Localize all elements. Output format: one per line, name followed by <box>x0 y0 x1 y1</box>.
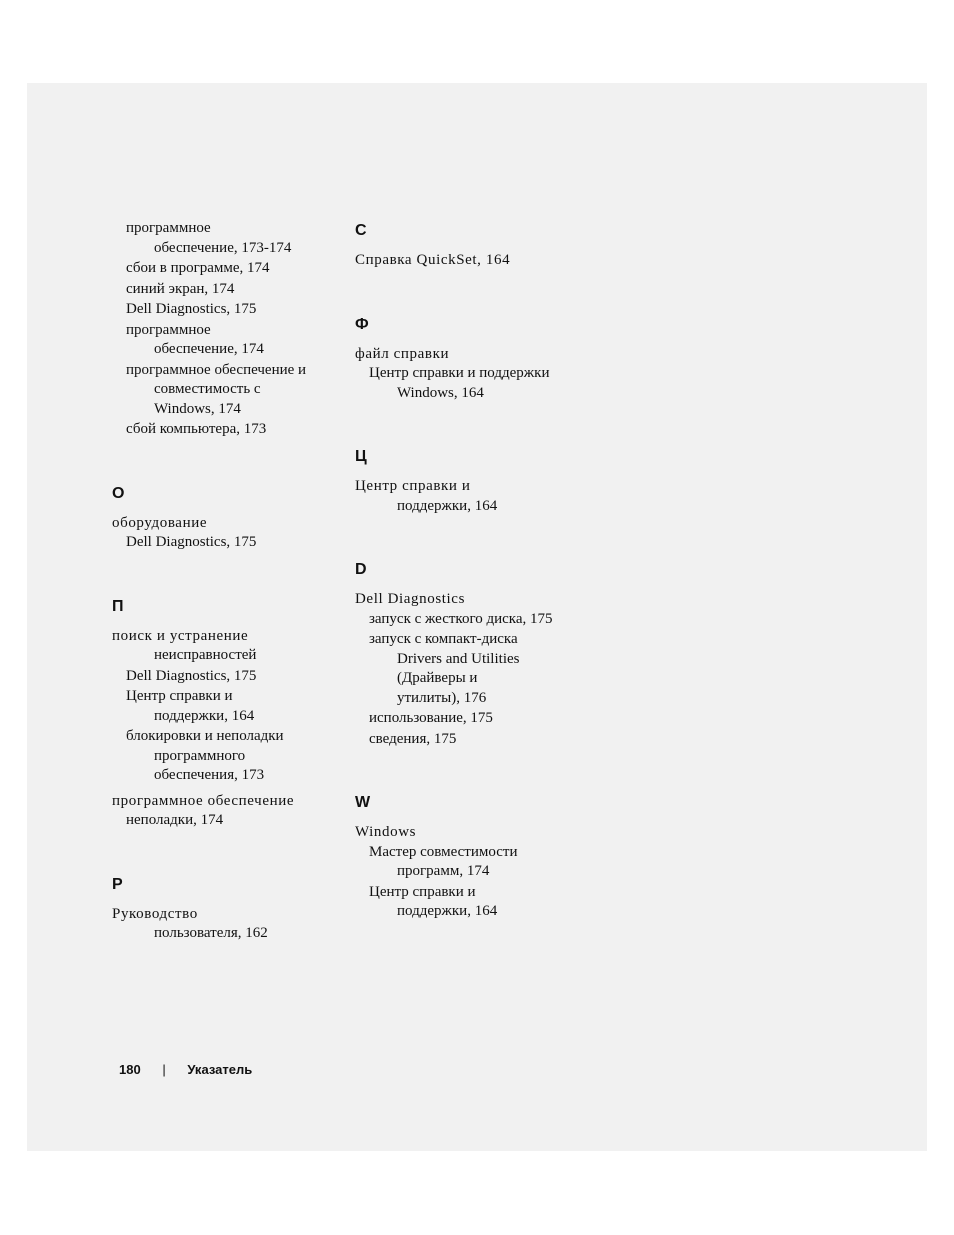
index-sub-entry: Центр справки и <box>369 883 476 900</box>
index-sub-entry: (Драйверы и <box>397 670 478 686</box>
index-main-entry: поиск и устранение <box>112 627 249 644</box>
index-sub-entry: совместимость с <box>154 381 261 397</box>
index-main-entry: Dell Diagnostics <box>355 591 466 607</box>
index-sub-entry: неполадки, 174 <box>126 812 224 828</box>
index-main-entry: Центр справки и <box>355 478 471 494</box>
page-number: 180 <box>119 1062 141 1077</box>
index-sub-entry: Windows, 164 <box>397 384 484 401</box>
index-sub-entry: Мастер совместимости <box>369 843 518 860</box>
index-sub-entry: поддержки, 164 <box>397 903 498 919</box>
page-footer <box>119 1062 252 1078</box>
index-sub-entry: программного <box>154 747 246 764</box>
index-letter-heading: W <box>355 794 371 811</box>
index-sub-entry: программное обеспечение и <box>126 361 307 378</box>
index-main-entry: Руководство <box>112 905 198 922</box>
index-sub-entry: программное <box>126 321 211 338</box>
index-letter-heading: Ц <box>355 448 367 465</box>
index-sub-entry: программ, 174 <box>397 863 490 879</box>
index-sub-entry: обеспечение, 174 <box>154 341 264 357</box>
index-sub-entry: использование, 175 <box>369 710 493 726</box>
index-main-entry: Справка QuickSet, 164 <box>355 252 511 268</box>
footer-section-title: Указатель <box>187 1062 253 1077</box>
index-main-entry: файл справки <box>355 345 450 362</box>
index-sub-entry: утилиты), 176 <box>397 689 487 706</box>
index-sub-entry: сведения, 175 <box>369 730 457 747</box>
index-sub-entry: программное <box>126 220 211 236</box>
index-sub-entry: поддержки, 164 <box>397 497 498 514</box>
index-letter-heading: Ф <box>355 315 369 333</box>
index-main-entry: программное обеспечение <box>112 792 295 809</box>
index-sub-entry: блокировки и неполадки <box>126 728 284 744</box>
index-sub-entry: запуск с компакт-диска <box>369 631 518 647</box>
index-letter-heading: D <box>355 561 367 578</box>
index-main-entry: оборудование <box>112 514 208 531</box>
index-letter-heading: П <box>112 597 124 615</box>
index-sub-entry: пользователя, 162 <box>154 925 268 941</box>
index-sub-entry: Центр справки и поддержки <box>369 365 550 381</box>
index-sub-entry: неисправностей <box>154 647 257 663</box>
index-column-left <box>112 219 342 944</box>
index-sub-entry: запуск с жесткого диска, 175 <box>369 610 553 627</box>
index-sub-entry: Центр справки и <box>126 688 233 704</box>
index-column-right <box>355 219 585 922</box>
index-sub-entry: Windows, 174 <box>154 400 241 417</box>
index-sub-entry: Drivers and Utilities <box>397 650 520 667</box>
index-sub-entry: обеспечения, 173 <box>154 767 265 783</box>
index-sub-entry: поддержки, 164 <box>154 707 255 724</box>
index-sub-entry: обеспечение, 173-174 <box>154 239 292 256</box>
footer-separator: | <box>162 1062 166 1077</box>
index-letter-heading: С <box>355 222 367 239</box>
index-sub-entry: Dell Diagnostics, 175 <box>126 534 257 550</box>
index-letter-heading: Р <box>112 875 123 893</box>
index-sub-entry: сбои в программе, 174 <box>126 260 270 276</box>
index-sub-entry: сбой компьютера, 173 <box>126 421 267 437</box>
index-sub-entry: синий экран, 174 <box>126 280 235 297</box>
index-main-entry: Windows <box>355 824 417 840</box>
index-sub-entry: Dell Diagnostics, 175 <box>126 667 257 684</box>
index-letter-heading: О <box>112 484 125 502</box>
index-sub-entry: Dell Diagnostics, 175 <box>126 301 257 317</box>
